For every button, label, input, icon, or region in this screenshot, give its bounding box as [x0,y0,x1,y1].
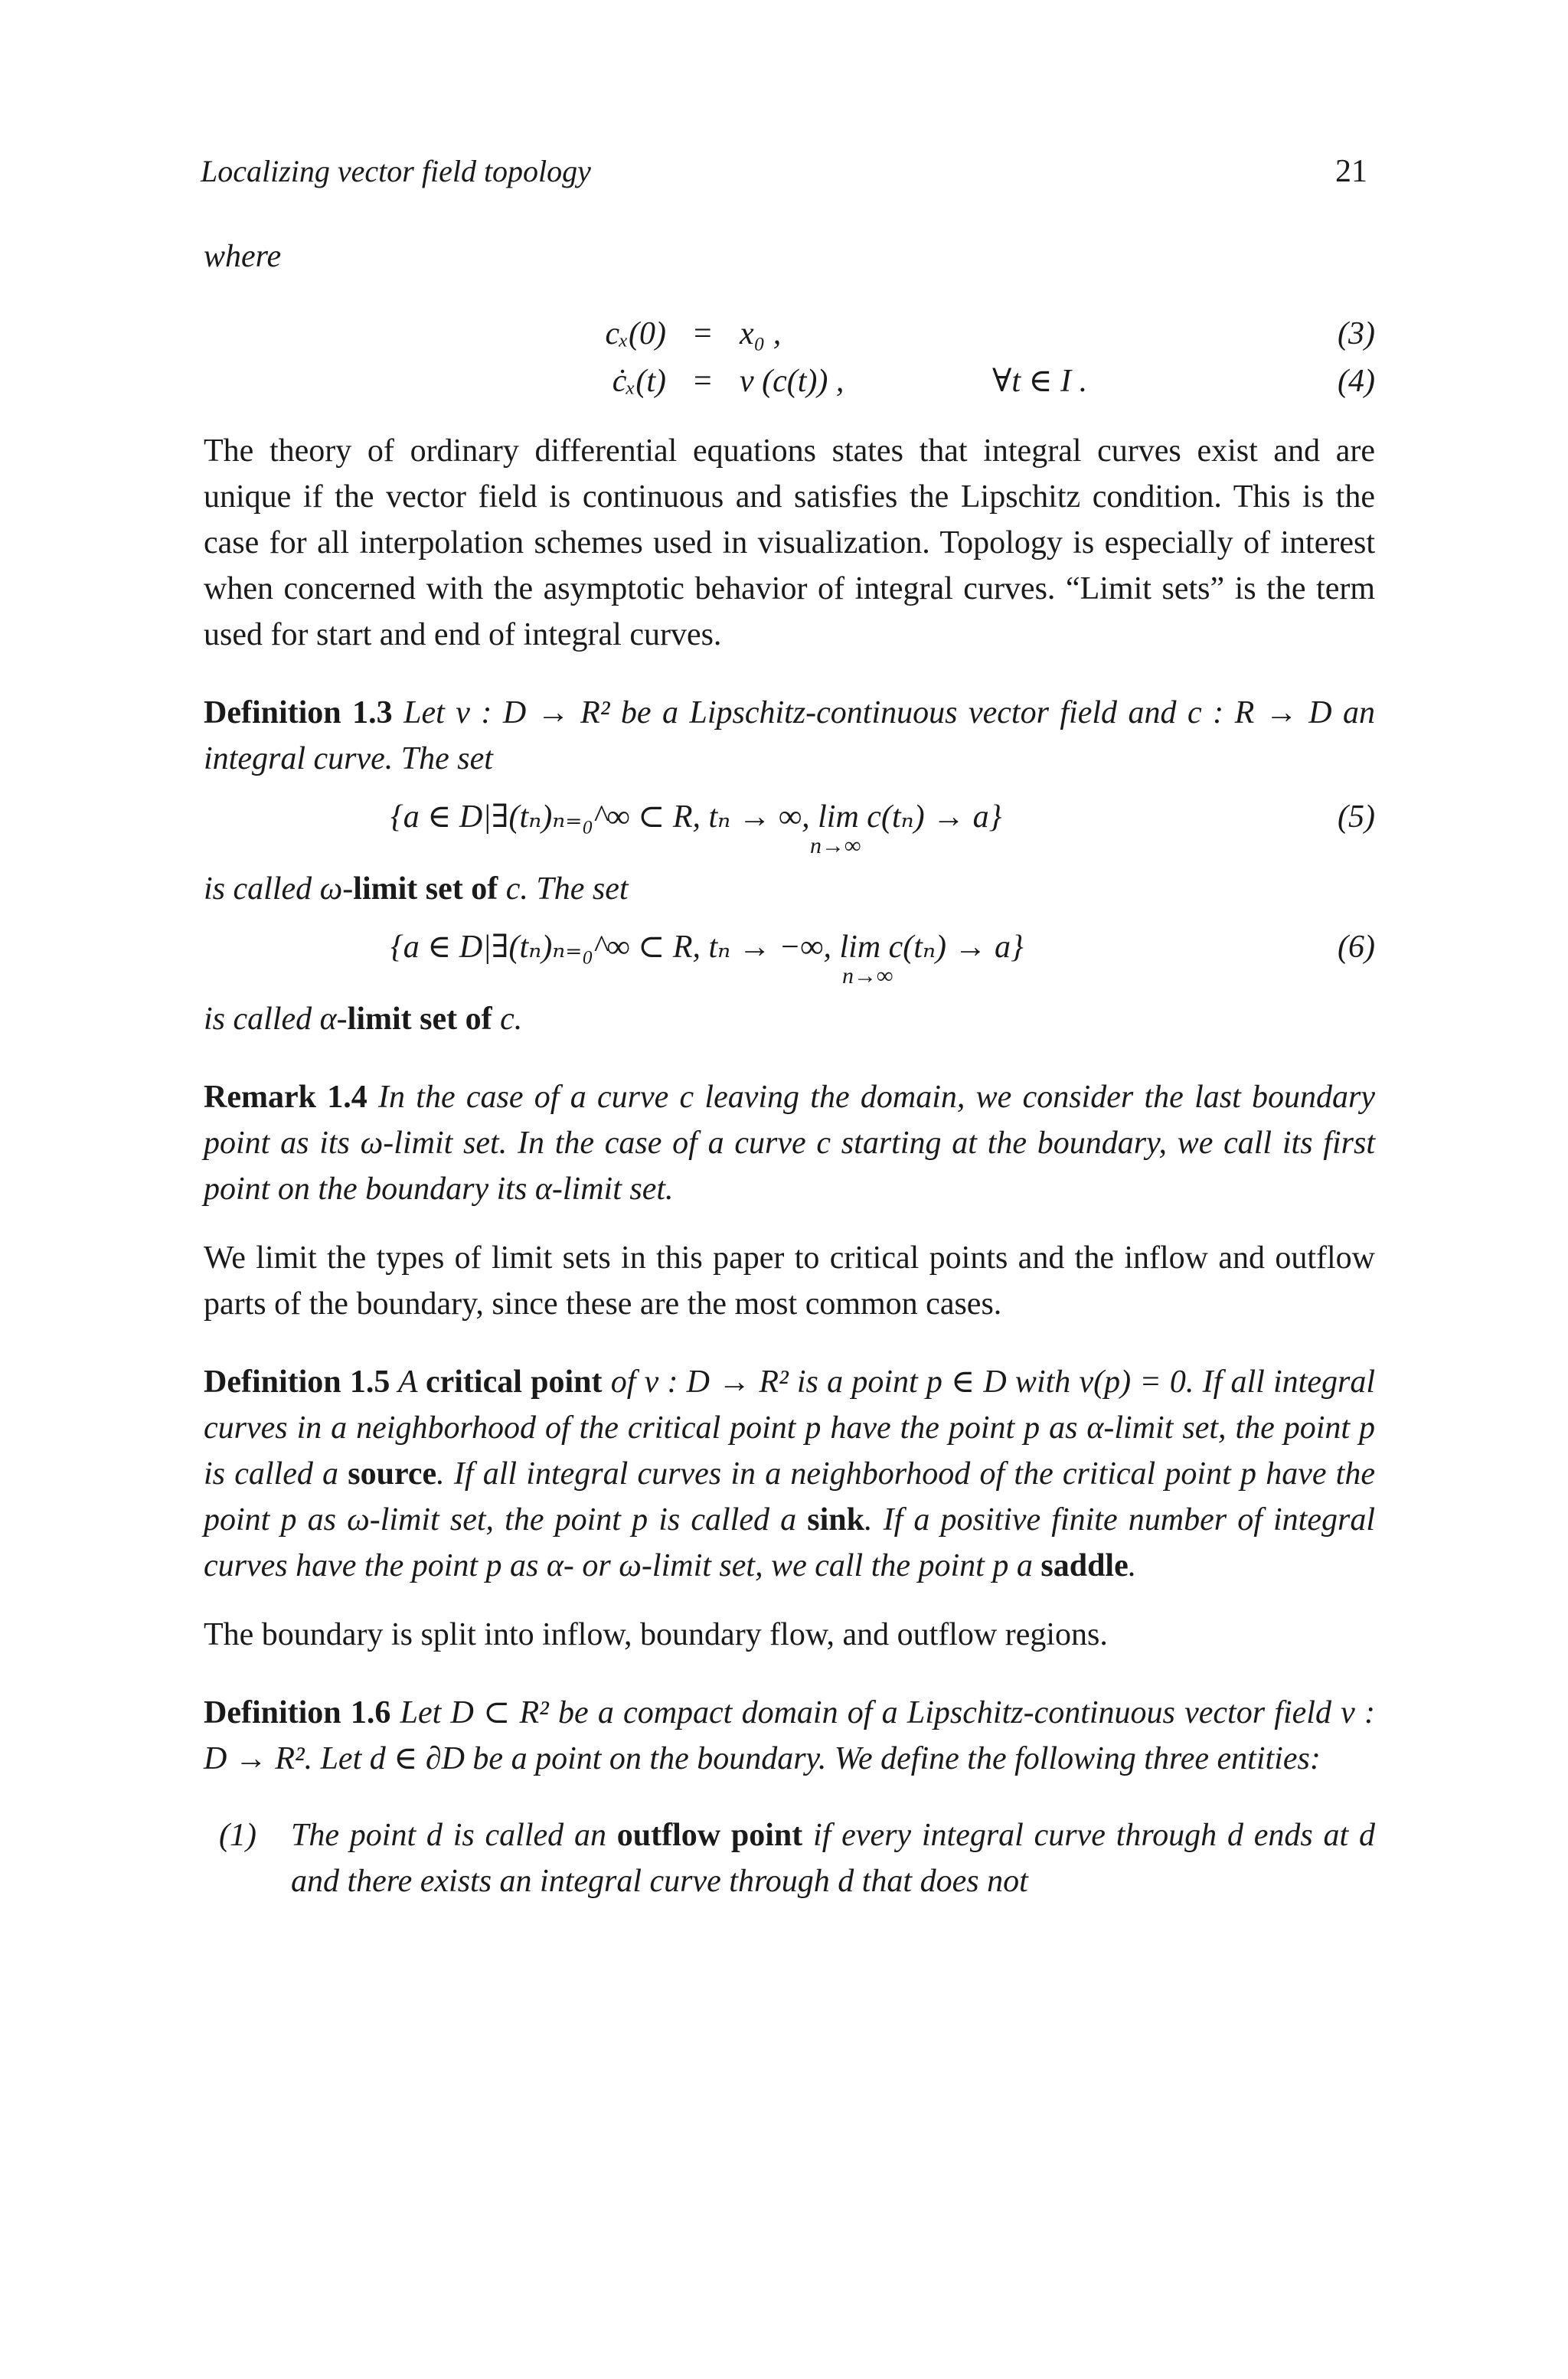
list-item-text: The point d is called an [291,1818,617,1853]
remark-text: In the case of a curve c leaving the domain, we consider the last boundary point as its ω-limit set. In the case of a curve c starting at the boundary, we call its first point on the boundary its α-limit set. [204,1080,1376,1207]
alpha-text-pre: is called α- [204,1002,348,1037]
omega-text-pre: is called ω- [204,871,354,907]
definition-text: Let v : D → R² be a Lipschitz-continuous vector field and c : R → D an integral curve. The set [204,695,1376,776]
set-expression [390,794,1002,858]
outflow-point-term: outflow point [616,1818,803,1853]
omega-bold-term: limit set of [353,871,498,907]
equation-number: (3) [1338,316,1375,351]
remark-label: Remark 1.4 [204,1080,368,1115]
equation-body [390,924,1024,989]
alpha-text-post: c. [492,1002,523,1037]
definition-text: Let D ⊂ R² be a compact domain of a Lipschitz-continuous vector field v : D → R². Let d ∈ ∂D be a point on the boundary. We define the following three entities: [204,1695,1376,1776]
list-item-number: (1) [219,1818,256,1853]
definition-1-6 [204,1690,1375,1782]
definition-text: of v : D → R² is a point p ∈ D with v(p) = 0. If all integral curves in a neighborhood of the critical point p have the point p as α-limit set, the point p is called a [204,1364,1376,1492]
definition-1-5 [204,1359,1375,1589]
equation-lhs: cₓ(0) [605,316,666,351]
limit-subscript: n→∞ [810,833,861,858]
source-term: source [348,1456,437,1492]
equation-3 [204,310,1375,358]
list-item-1 [204,1812,1375,1904]
equals-sign: = [694,316,712,351]
equation-rhs: v (c(t)) , [740,364,844,399]
alpha-bold-term: limit set of [347,1002,492,1037]
definition-text: . [1128,1548,1137,1583]
definition-text: . If a positive finite number of integral curves have the point p as α- or ω-limit set, we call the point p a [204,1502,1375,1583]
equation-rhs: x₀ , [740,316,782,351]
equation-number: (6) [1338,930,1375,965]
page-number: 21 [1335,154,1367,189]
equation-lhs: ċₓ(t) [612,364,666,399]
paragraph-boundary: The boundary is split into inflow, boundary flow, and outflow regions. [204,1617,1108,1652]
page-body [204,234,1375,1904]
equation-block-3-4 [204,310,1375,405]
where-text: where [204,239,282,274]
set-text: {a ∈ D|∃(tₙ)ₙ₌₀^∞ ⊂ R, tₙ → ∞, lim c(tₙ) → a} [390,799,1002,835]
equation-body [390,794,1002,858]
omega-limit-definition [204,866,1375,912]
equals-sign: = [694,364,712,399]
definition-1-3 [204,690,1375,782]
sink-term: sink [807,1502,864,1538]
definition-label: Definition 1.5 [204,1364,390,1400]
page-header [201,153,1367,199]
equation-4 [204,358,1375,405]
alpha-limit-definition [204,996,1375,1042]
limit-subscript: n→∞ [842,963,893,989]
definition-text: A [397,1364,426,1400]
equation-number: (4) [1338,364,1375,399]
saddle-term: saddle [1040,1548,1129,1583]
equation-quantifier: ∀t ∈ I . [992,364,1088,399]
set-expression [390,924,1024,989]
remark-1-4 [204,1074,1375,1212]
equation-6 [204,912,1375,996]
list-item-text: if every integral curve through d ends at d and there exists an integral curve through d that does not [291,1818,1375,1899]
definition-label: Definition 1.3 [204,695,393,730]
running-head: Localizing vector field topology [201,154,591,188]
omega-text-post: c. The set [498,871,629,907]
critical-point-term: critical point [425,1364,603,1400]
equation-5 [204,782,1375,866]
paragraph-limit-sets: We limit the types of limit sets in this paper to critical points and the inflow and outflow parts of the boundary, since these are the most common cases. [204,1240,1375,1322]
paragraph-theory: The theory of ordinary differential equations states that integral curves exist and are unique if the vector field is continuous and satisfies the Lipschitz condition. This is the case for all interpolation schemes used in visualization. Topology is especially of interest when concerned with the asymptotic behavior of integral curves. “Limit sets” is the term used for start and end of integral curves. [204,433,1375,652]
definition-text: . If all integral curves in a neighborhood of the critical point p have the point p as ω-limit set, the point p is called a [204,1456,1375,1538]
definition-label: Definition 1.6 [204,1695,391,1730]
set-text: {a ∈ D|∃(tₙ)ₙ₌₀^∞ ⊂ R, tₙ → −∞, lim c(tₙ) → a} [390,930,1024,965]
equation-number: (5) [1338,799,1375,835]
